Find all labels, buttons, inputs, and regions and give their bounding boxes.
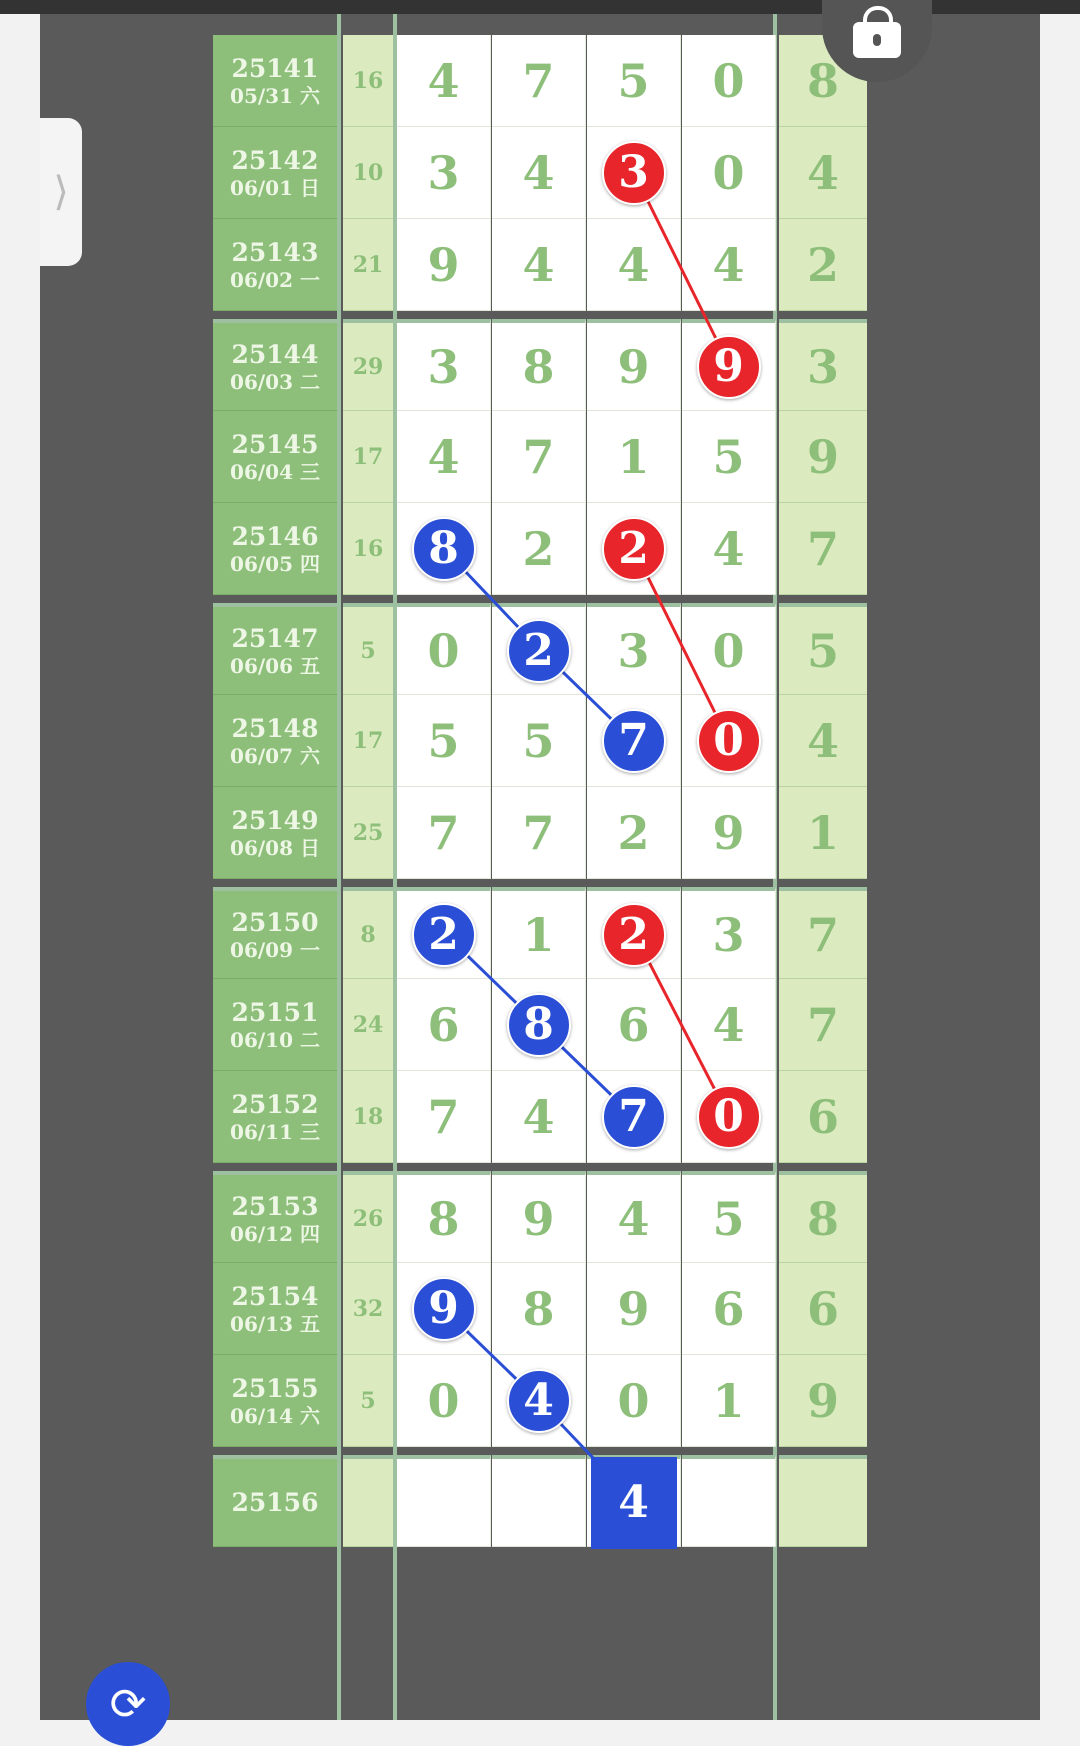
blue-ball: 2 [507,619,571,683]
digit-cell: 5 [682,1171,776,1263]
issue-number: 25152 [231,1089,319,1119]
sum-cell: 18 [343,1071,393,1163]
digit-cell: 9 [587,1263,681,1355]
digit-cell: 5 [397,695,491,787]
digit-cell: 2 [587,787,681,879]
red-ball: 2 [602,517,666,581]
digit-cell: 4 [682,979,776,1071]
blue-ball: 9 [412,1277,476,1341]
digit-cell: 7 [397,1071,491,1163]
issue-number: 25145 [231,429,319,459]
issue-date: 06/04 三 [230,459,320,484]
digit-cell: 6 [397,979,491,1071]
digit-cell: 2 [492,503,586,595]
digit-cell: 5 [682,411,776,503]
digit-cell: 3 [397,127,491,219]
sum-cell: 5 [343,1355,393,1447]
red-ball: 3 [602,141,666,205]
digit-cell: 4 [587,219,681,311]
issue-date: 06/08 日 [230,835,320,860]
digit-cell: 9 [492,1171,586,1263]
issue-date: 06/03 二 [230,369,320,394]
issue-date: 06/02 一 [230,267,320,292]
digit-cell: 4 [492,219,586,311]
sum-cell: 21 [343,219,393,311]
issue-number: 25150 [231,907,319,937]
digit-cell: 3 [397,319,491,411]
red-ball: 9 [697,335,761,399]
issue-number: 25147 [231,623,319,653]
digit-cell: 4 [492,1071,586,1163]
digit-cell: 8 [397,1171,491,1263]
digit-cell: 6 [587,979,681,1071]
last-digit-cell: 9 [779,1355,867,1447]
digit-cell: 9 [587,319,681,411]
side-panel-toggle[interactable] [40,118,82,266]
digit-cell: 4 [492,127,586,219]
digit-cell: 6 [682,1263,776,1355]
last-digit-cell: 8 [779,35,867,127]
digit-cell: 1 [682,1355,776,1447]
blue-ball: 8 [412,517,476,581]
digit-cell: 0 [397,603,491,695]
sum-cell: 16 [343,35,393,127]
last-digit-cell: 3 [779,319,867,411]
issue-number: 25141 [231,53,319,83]
issue-number: 25142 [231,145,319,175]
refresh-button[interactable] [86,1662,170,1746]
issue-date: 05/31 六 [230,83,320,108]
trend-chart [213,14,867,1720]
sum-cell: 26 [343,1171,393,1263]
issue-date: 06/07 六 [230,743,320,768]
sum-cell: 29 [343,319,393,411]
sum-cell: 5 [343,603,393,695]
sum-cell: 17 [343,411,393,503]
digit-cell: 0 [682,127,776,219]
sum-cell: 25 [343,787,393,879]
refresh-icon: ⟳ [109,1678,147,1730]
digit-cell: 8 [492,319,586,411]
last-digit-cell: 7 [779,887,867,979]
sum-cell: 10 [343,127,393,219]
digit-cell: 0 [397,1355,491,1447]
digit-cell: 5 [587,35,681,127]
red-ball: 2 [602,903,666,967]
chevron-right-icon: ⟩ [53,169,69,215]
blue-ball: 4 [507,1369,571,1433]
blue-ball: 2 [412,903,476,967]
blue-ball: 7 [602,709,666,773]
digit-cell: 4 [397,411,491,503]
last-digit-cell: 6 [779,1071,867,1163]
prediction-box: 4 [591,1457,677,1549]
digit-cell: 8 [492,1263,586,1355]
digit-cell: 7 [492,411,586,503]
digit-cell: 4 [682,503,776,595]
issue-date: 06/11 三 [230,1119,320,1144]
issue-date: 06/12 四 [230,1221,320,1246]
digit-cell: 7 [492,787,586,879]
digit-cell: 3 [682,887,776,979]
issue-date: 06/01 日 [230,175,320,200]
digit-cell: 0 [587,1355,681,1447]
digit-cell: 0 [682,35,776,127]
last-digit-cell: 8 [779,1171,867,1263]
digit-cell [587,1455,681,1547]
last-digit-cell: 7 [779,503,867,595]
digit-cell: 5 [492,695,586,787]
blue-ball: 8 [507,993,571,1057]
issue-number: 25151 [231,997,319,1027]
sum-cell: 24 [343,979,393,1071]
issue-number: 25153 [231,1191,319,1221]
digit-cell: 4 [397,35,491,127]
last-digit-cell: 9 [779,411,867,503]
last-digit-cell: 7 [779,979,867,1071]
sum-cell: 32 [343,1263,393,1355]
digit-cell: 1 [587,411,681,503]
issue-number: 25155 [231,1373,319,1403]
issue-number: 25154 [231,1281,319,1311]
trend-lines [213,14,867,1720]
digit-cell: 9 [682,787,776,879]
last-digit-cell: 4 [779,127,867,219]
issue-number: 25156 [231,1487,319,1517]
issue-number: 25144 [231,339,319,369]
red-ball: 0 [697,1085,761,1149]
red-ball: 0 [697,709,761,773]
digit-cell: 4 [682,219,776,311]
red-trend-line [634,173,729,365]
digit-cell: 4 [587,1171,681,1263]
issue-number: 25149 [231,805,319,835]
blue-ball: 7 [602,1085,666,1149]
issue-number: 25148 [231,713,319,743]
sum-cell: 17 [343,695,393,787]
digit-cell: 0 [682,603,776,695]
issue-date: 06/09 一 [230,937,320,962]
issue-number: 25143 [231,237,319,267]
issue-date: 06/05 四 [230,551,320,576]
digit-cell: 1 [492,887,586,979]
issue-date: 06/14 六 [230,1403,320,1428]
last-digit-cell: 1 [779,787,867,879]
issue-number: 25146 [231,521,319,551]
last-digit-cell: 5 [779,603,867,695]
issue-date: 06/06 五 [230,653,320,678]
last-digit-cell: 2 [779,219,867,311]
digit-cell: 7 [397,787,491,879]
digit-cell: 3 [587,603,681,695]
issue-date: 06/13 五 [230,1311,320,1336]
sum-cell: 8 [343,887,393,979]
issue-date: 06/10 二 [230,1027,320,1052]
sum-cell: 16 [343,503,393,595]
digit-cell: 7 [492,35,586,127]
digit-cell: 9 [397,219,491,311]
last-digit-cell: 4 [779,695,867,787]
last-digit-cell: 6 [779,1263,867,1355]
